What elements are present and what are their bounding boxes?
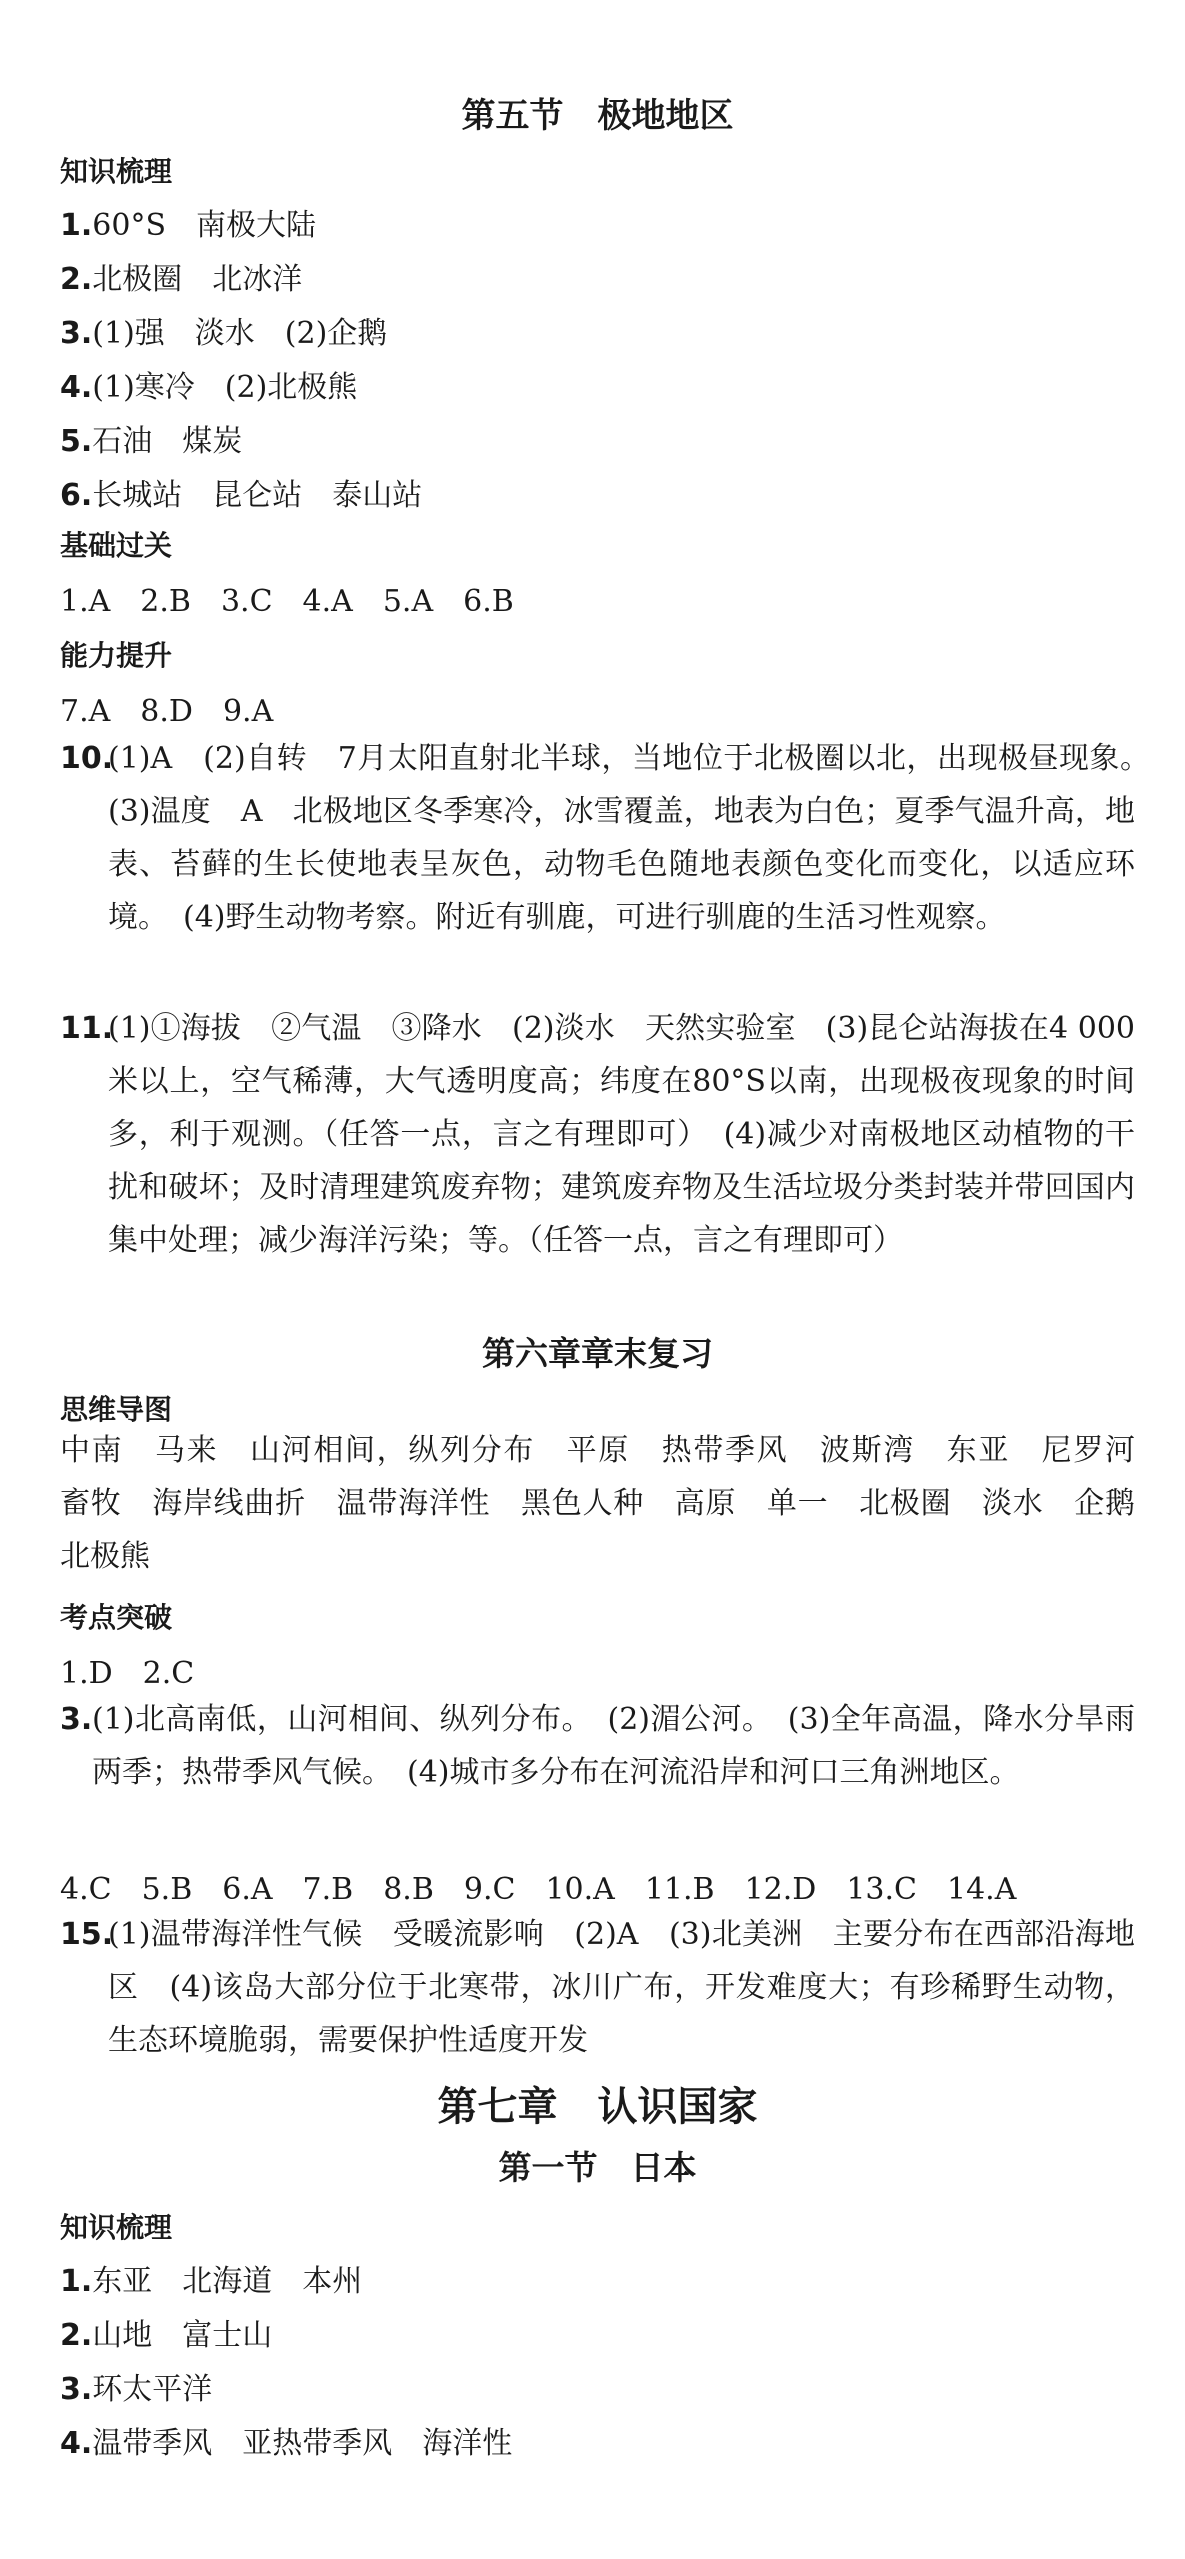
item-num: 2.: [60, 262, 93, 297]
item-num: 2.: [60, 2318, 93, 2353]
item-text: 温带季风 亚热带季风 海洋性: [92, 2426, 513, 2461]
zs-item-3: [60, 308, 387, 352]
item-text: 环太平洋: [92, 2372, 213, 2407]
item-text: 长城站 昆仑站 泰山站: [92, 478, 423, 513]
section-title-japan: 第一节 日本: [498, 2148, 697, 2187]
chapter7-title: 第七章 认识国家: [437, 2084, 758, 2130]
jc-answers: 1.A 2.B 3.C 4.A 5.A 6.B: [60, 584, 514, 619]
item-num: 3.: [60, 316, 93, 351]
question-text: (1)北高南低，山河相间、纵列分布。 (2)湄公河。 (3)全年高温，降水分旱雨两季；热带季风气候。 (4)城市多分布在河流沿岸和河口三角洲地区。: [92, 1702, 1135, 1790]
question-text: (1)温带海洋性气候 受暖流影响 (2)A (3)北美洲 主要分布在西部沿海地区 (4)该岛大部分位于北寒带，冰川广布，开发难度大；有珍稀野生动物，生态环境脆弱，需要保护性适度开发: [108, 1917, 1135, 2058]
question-num: 15.: [60, 1917, 114, 1952]
question-10: [60, 732, 1165, 944]
nl-answers: 7.A 8.D 9.A: [60, 694, 274, 729]
zs-item-2: [60, 254, 302, 298]
item-num: 1.: [60, 208, 93, 243]
ch7-zs-item-2: [60, 2310, 272, 2354]
question-text: (1)①海拔 ②气温 ③降水 (2)淡水 天然实验室 (3)昆仑站海拔在4 000米以上，空气稀薄，大气透明度高；纬度在80°S以南，出现极夜现象的时间多，利于观测。（任答一点，言之有理即可） (4)减少对南极地区动植物的干扰和破坏；及时清理建筑废弃物；建筑废弃物及生活垃圾分类封装并带回国内集中处理；减少海洋污染；等。（任答一点，言之有理即可）: [108, 1011, 1135, 1258]
ch7-zs-item-3: [60, 2364, 212, 2408]
zs-item-5: [60, 416, 242, 460]
item-num: 4.: [60, 370, 93, 405]
item-num: 5.: [60, 424, 93, 459]
item-num: 6.: [60, 478, 93, 513]
question-text: (1)A (2)自转 7月太阳直射北半球，当地位于北极圈以北，出现极昼现象。 (3)温度 A 北极地区冬季寒冷，冰雪覆盖，地表为白色；夏季气温升高，地表、苔藓的生长使地表呈灰色，动物毛色随地表颜色变化而变化，以适应环境。 (4)野生动物考察。附近有驯鹿，可进行驯鹿的生活习性观察。: [108, 741, 1165, 935]
heading-nlts: 能力提升: [60, 639, 173, 672]
question-num: 10.: [60, 741, 114, 776]
kd-answers-1: 1.D 2.C: [60, 1656, 195, 1691]
item-text: (1)寒冷 (2)北极熊: [92, 370, 358, 405]
item-text: 山地 富士山: [92, 2318, 273, 2353]
question-num: 11.: [60, 1011, 114, 1046]
heading-swdt: 思维导图: [60, 1393, 173, 1426]
item-num: 3.: [60, 2372, 93, 2407]
kd-answers-4: 4.C 5.B 6.A 7.B 8.B 9.C 10.A 11.B 12.D 13.C 14.A: [60, 1872, 1017, 1907]
ch7-zs-item-1: [60, 2256, 362, 2300]
zs-item-1: [60, 200, 316, 244]
chapter6-review-title: 第六章章末复习: [482, 1334, 713, 1373]
heading-jcgg: 基础过关: [60, 529, 173, 562]
item-num: 4.: [60, 2426, 93, 2461]
question-11: [60, 1002, 1135, 1267]
item-text: 北极圈 北冰洋: [92, 262, 303, 297]
item-text: (1)强 淡水 (2)企鹅: [92, 316, 388, 351]
section-title-polar: 第五节 极地地区: [461, 96, 734, 136]
question-3: [60, 1693, 1135, 1799]
heading-zszl-2: 知识梳理: [60, 2211, 173, 2244]
heading-kdtp: 考点突破: [60, 1601, 173, 1634]
item-text: 60°S 南极大陆: [92, 208, 317, 243]
heading-zszl: 知识梳理: [60, 155, 173, 188]
item-num: 1.: [60, 2264, 93, 2299]
ch7-zs-item-4: [60, 2418, 512, 2462]
item-text: 东亚 北海道 本州: [92, 2264, 363, 2299]
mind-map-answers: 中南 马来 山河相间，纵列分布 平原 热带季风 波斯湾 东亚 尼罗河 畜牧 海岸线曲折 温带海洋性 黑色人种 高原 单一 北极圈 淡水 企鹅 北极熊: [60, 1433, 1165, 1574]
zs-item-6: [60, 470, 422, 514]
zs-item-4: [60, 362, 357, 406]
question-num: 3.: [60, 1702, 93, 1737]
question-15: [60, 1908, 1135, 2067]
item-text: 石油 煤炭: [92, 424, 243, 459]
